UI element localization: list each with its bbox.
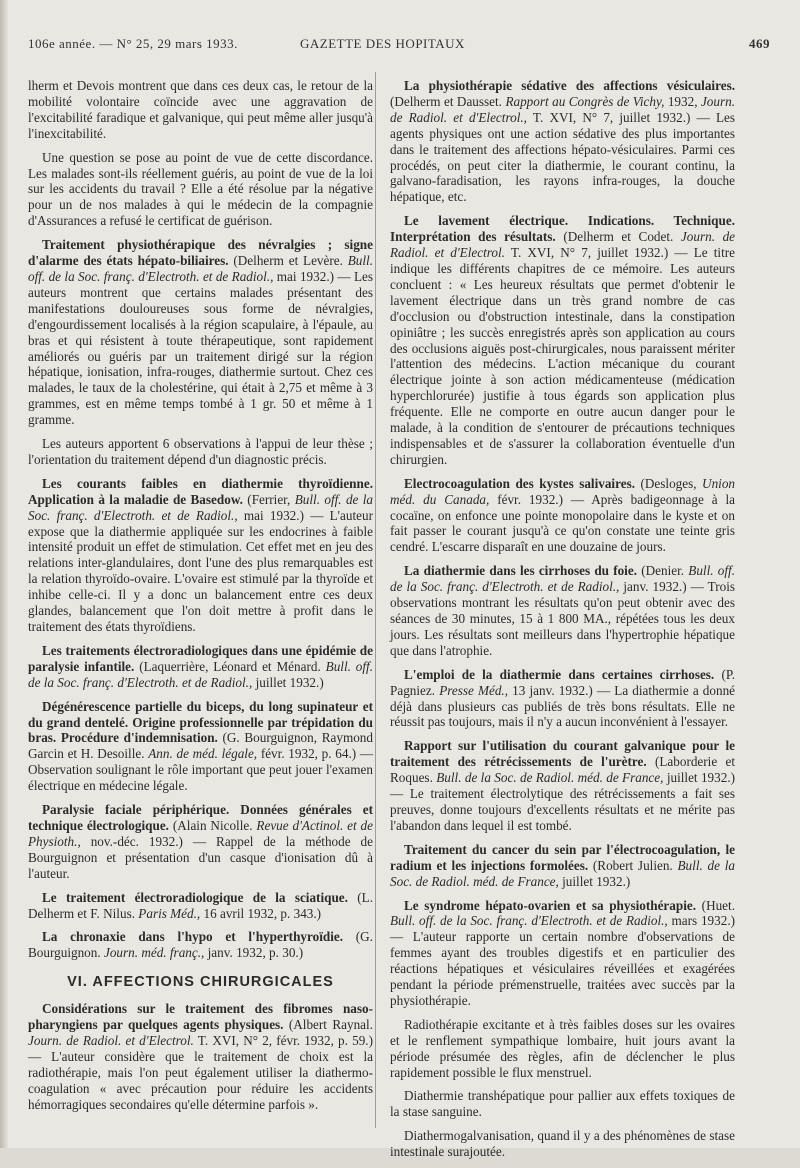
paragraph: Diathermogalvanisation, quand il y a des phénomènes de stase intestinale surajoutée.: [390, 1128, 735, 1160]
abstract-title: La diathermie dans les cirrhoses du foie.: [404, 563, 637, 579]
abstract-journal: Bull. off. de la Soc. franç. d'Electroth. et de Radiol.,: [28, 253, 374, 284]
abstract-journal: Ann. de méd. légale,: [148, 746, 258, 762]
abstract-text: — Trois observations montrant les résultats qu'on peut obtenir avec des séances de 30 minutes, 15 à 1 800 MA., répétées tous les deux jours. Les résultats sont meilleurs dans l'hypertrophie hépatique que dans l'atrophie.: [390, 579, 736, 658]
abstract-date: juillet 1932.): [255, 674, 324, 690]
abstract-text: — L'auteur rapporte un certain nombre d'observations de femmes ayant des troubles digestifs et en particulier des réactions hépatiques et vésiculaires réveillées et exagérées pendant la période prémenstruelle, traitées avec succès par la physiothérapie.: [390, 929, 735, 1008]
abstract-title: L'emploi de la diathermie dans certaines cirrhoses.: [404, 666, 715, 682]
paragraph: Une question se pose au point de vue de cette discordance. Les malades sont-ils réellement guéris, au point de vue de la loi sur les accidents du travail ? Elle a été résolue par la négative pour un de nos malades à qui le médecin de la compagnie d'Assurances a refusé le certificat de guérison.: [28, 149, 373, 229]
paragraph: Diathermie transhépatique pour pallier aux effets toxiques de la stase sanguine.: [390, 1088, 735, 1120]
abstract-journal: Bull. off. de la Soc. franç. d'Electroth. et de Radiol.,: [390, 913, 668, 929]
abstract-entry: [390, 78, 735, 205]
abstract-title: Paralysie faciale périphérique. Données générales et technique électrologique.: [28, 802, 373, 833]
abstract-date: 16 avril 1932, p. 343.): [203, 905, 322, 921]
abstract-text: — Rappel de la méthode de Bourguignon et présentation d'un casque d'ionisation dû à l'auteur.: [28, 833, 373, 881]
abstract-title: Le syndrome hépato-ovarien et sa physiothérapie.: [404, 897, 697, 913]
abstract-title: Rapport sur l'utilisation du courant galvanique pour le traitement des rétrécissements de l'urètre.: [390, 738, 735, 770]
abstract-journal: Presse Méd.,: [439, 682, 509, 698]
abstract-date: nov.-déc. 1932.): [90, 833, 183, 849]
abstract-date: févr. 1932, p. 64.): [260, 746, 357, 762]
abstract-entry: [390, 476, 735, 556]
abstract-title: Dégénérescence partielle du biceps, du long supinateur et du grand dentelé. Origine professionnelle par trépidation du bras. Procédure d'indemnisation.: [28, 698, 373, 746]
abstract-journal: Journ. de Radiol. et d'Electrol.: [28, 1032, 194, 1048]
abstract-journal: Journ. méd. franç.,: [103, 945, 205, 961]
abstract-text: — Le traitement électrolytique des rétrécissements a fait ses preuves, donne toujours d'excellents résultats et ne mérite pas l'abandon dans lequel il est tombé.: [390, 786, 735, 833]
abstract-date: 13 janv. 1932.): [512, 682, 593, 698]
abstract-entry: [390, 213, 735, 468]
abstract-entry: [28, 1001, 373, 1112]
abstract-text: — Observation soulignant le rôle important que peut jouer l'examen électrique en médecine légale.: [28, 746, 374, 794]
running-header: [28, 36, 770, 58]
abstract-date: juillet 1932.): [562, 873, 631, 889]
column-divider: [375, 72, 376, 1128]
abstract-title: Le traitement électroradiologique de la sciatique.: [42, 889, 348, 905]
abstract-journal: Bull. off. de la Soc. franç. d'Electroth. et de Radiol.,: [28, 491, 374, 523]
abstract-title: La chronaxie dans l'hypo et l'hyperthyroïdie.: [42, 929, 344, 945]
abstract-authors: (Denier.: [641, 563, 685, 579]
abstract-authors: (G. Bourguignon.: [28, 929, 373, 961]
abstract-journal: Bull. de la Soc. de Radiol. méd. de France,: [436, 770, 664, 786]
abstract-journal: Rapport au Congrès de Vichy,: [505, 93, 665, 109]
abstract-authors: (Laquerrière, Léonard et Ménard.: [139, 658, 321, 674]
abstract-authors: (Desloges,: [640, 475, 697, 491]
page-number: 469: [749, 36, 770, 51]
abstract-title: Electrocoagulation des kystes salivaires.: [404, 475, 635, 491]
abstract-journal: Journ. de Radiol. et d'Electrol.: [390, 229, 736, 261]
abstract-entry: [390, 898, 735, 1009]
abstract-authors: (Delherm et Levère.: [233, 253, 343, 269]
abstract-journal: Paris Méd.,: [138, 905, 201, 921]
abstract-text: — Après badigeonnage à la cocaïne, on enfonce une pointe monopolaire dans le kyste et on fait passer le courant jusqu'à ce qu'on constate une teinte gris cendré. L'escarre disparaît en une douzaine de jours.: [390, 491, 736, 555]
abstract-title: Le lavement électrique. Indications. Technique. Interprétation des résultats.: [390, 213, 735, 245]
abstract-text: — Le titre indique les différents chapitres de ce mémoire. Les auteurs concluent : « Les heureux résultats que permet d'obtenir le lavement électrique dans un très grand nombre de cas d'occlusion ou d'obstruction intestinale, dans la constipation opiniâtre ; les succès enregistrés après son application au cours des occlusions aiguës post-chirurgicales, nous paraissent mériter l'attention des médecins. L'action mécanique du courant électrique jointe à son action médicamenteuse (médication hyperchlorurée) justifie à tous égards son application plus fréquente. Elle ne comporte en outre aucun danger pour le malade, à la condition de s'entourer de précautions techniques indispensables et de s'assurer la collaboration éventuelle d'un chirurgien.: [390, 245, 735, 467]
right-column: [390, 78, 735, 1168]
abstract-journal: Union méd. du Canada,: [390, 475, 736, 507]
abstract-date: janv. 1932.): [623, 579, 687, 595]
abstract-date: T. XVI, N° 2, févr. 1932, p. 59.): [197, 1032, 373, 1048]
abstract-authors: (Albert Raynal.: [288, 1017, 373, 1033]
abstract-title: Les traitements électroradiologiques dans une épidémie de paralysie infantile.: [28, 642, 373, 674]
abstract-text: — L'auteur expose que la diathermie appliquée sur les endocrines à faible intensité produit un effet de stimulation. Cet effet met en jeu des relations inter-glandulaires, dont l'une des plus remarquables est la relation thyroïdo-ovaire. L'ovaire est stimulé par la thyroïde et inhibe celle-ci. Il y a donc un balancement entre ces deux glandes, balancement que l'on doit mettre à profit dans le traitement des états thyroïdiens.: [28, 507, 374, 634]
abstract-entry: [28, 929, 373, 961]
abstract-authors: (L. Delherm et F. Nilus.: [28, 889, 373, 921]
paragraph: Radiothérapie excitante et à très faibles doses sur les ovaires et le renflement sympathique lombaire, huit jours avant la période présumée des règles, afin de déclencher le plus rapidement possible le flux menstruel.: [390, 1016, 735, 1080]
abstract-title: Les courants faibles en diathermie thyroïdienne. Application à la maladie de Basedow.: [28, 475, 373, 507]
abstract-authors: (Alain Nicolle.: [172, 817, 253, 833]
abstract-journal: Bull. off. de la Soc. franç. d'Electroth. et de Radiol.,: [28, 658, 373, 690]
abstract-entry: [390, 563, 735, 658]
abstract-entry: [390, 738, 735, 833]
abstract-text: — L'auteur considère que le traitement de choix est la radiothérapie, mais l'on peut également utiliser la diathermo-coagulation « avec précaution pour réduire les accidents hémorragiques secondaires qu'elle détermine parfois ».: [28, 1048, 373, 1112]
header-issue: 106e année. — N° 25, 29 mars 1933.: [28, 36, 238, 51]
header-journal-title: GAZETTE DES HOPITAUX: [300, 36, 465, 51]
abstract-journal: Revue d'Actinol. et de Physioth.,: [28, 817, 373, 849]
abstract-entry: [28, 237, 373, 428]
abstract-date: mars 1932.): [671, 913, 736, 929]
abstract-authors: (G. Bourguignon, Raymond Garcin et H. Desoille.: [28, 730, 373, 762]
abstract-date: mai 1932.): [276, 268, 335, 284]
left-column: [28, 78, 373, 1120]
abstract-journal: Bull. off. de la Soc. franç. d'Electroth. et de Radiol.,: [390, 563, 735, 595]
abstract-journal: Bull. de la Soc. de Radiol. méd. de France,: [390, 857, 735, 889]
abstract-journal: Journ. de Radiol. et d'Electrol.,: [390, 93, 736, 125]
abstract-authors: (Laborderie et Roques.: [390, 754, 735, 786]
section-heading: VI. AFFECTIONS CHIRURGICALES: [67, 974, 334, 991]
paragraph: lherm et Devois montrent que dans ces deux cas, le retour de la mobilité volontaire coïncide avec une aggravation de l'excitabilité faradique et galvanique, qui peut même aller jusqu'à l'inexcitabilité.: [28, 78, 373, 141]
abstract-date: févr. 1932.): [497, 491, 563, 507]
abstract-authors: (Huet.: [701, 897, 735, 913]
abstract-text: — Les agents physiques ont une action sédative des plus importantes dans le traitement des affections hépato-vésiculaires. Parmi ces procédés, on peut citer la diathermie, le courant continu, la galvano-faradisation, les rayons infra-rouges, la douche hépatique, etc.: [390, 109, 735, 205]
abstract-authors: (P. Pagniez.: [390, 666, 735, 698]
abstract-date: T. XVI, N° 7, juillet 1932.): [532, 109, 691, 125]
abstract-title: Traitement physiothérapique des névralgies ; signe d'alarme des états hépato-biliaires.: [28, 237, 373, 269]
abstract-date: janv. 1932, p. 30.): [207, 945, 304, 961]
abstract-title: Traitement du cancer du sein par l'électrocoagulation, le radium et les injections formolées.: [390, 841, 735, 873]
abstract-entry: [28, 890, 373, 922]
abstract-date: T. XVI, N° 7, juillet 1932.): [510, 245, 669, 261]
abstract-authors: (Delherm et Codet.: [563, 229, 674, 245]
abstract-authors: (Delherm et Dausset.: [390, 93, 502, 109]
abstract-entry: [28, 802, 373, 882]
abstract-entry: [28, 476, 373, 635]
abstract-date: juillet 1932.): [666, 770, 736, 786]
abstract-text: — Les auteurs montrent que certains malades présentant des manifestations douloureuses sous forme de névralgies, d'engourdissement localisés à la région scapulaire, à l'épaule, au bras et qui résistent à toute thérapeutique, sont rapidement améliorés ou guéris par un traitement dirigé sur la région hépatique, ionisation, infra-rouges, diathermie surtout. Chez ces malades, le taux de la cholestérine, qui était à 2,75 et même à 3 grammes, est en même temps tombé à 1 gr. 50 et même à 1 gramme.: [28, 268, 373, 428]
abstract-text: — La diathermie a donné déjà dans plusieurs cas publiés de très bons résultats. Elle ne réussit pas toujours, mais il n'y a aucun inconvénient à l'essayer.: [390, 682, 736, 730]
abstract-entry: [390, 842, 735, 890]
abstract-date: 1932,: [667, 93, 698, 109]
abstract-entry: [390, 667, 735, 731]
abstract-authors: (Robert Julien.: [592, 857, 673, 873]
abstract-authors: (Ferrier,: [247, 491, 291, 507]
abstract-date: mai 1932.): [243, 507, 304, 523]
abstract-title: Considérations sur le traitement des fibromes naso-pharyngiens par quelques agents physiques.: [28, 1001, 373, 1033]
abstract-entry: [28, 643, 373, 691]
abstract-title: La physiothérapie sédative des affections vésiculaires.: [404, 78, 735, 93]
paragraph: Les auteurs apportent 6 observations à l'appui de leur thèse ; l'orientation du traitement dépend d'un diagnostic précis.: [28, 436, 373, 467]
abstract-entry: [28, 699, 373, 794]
